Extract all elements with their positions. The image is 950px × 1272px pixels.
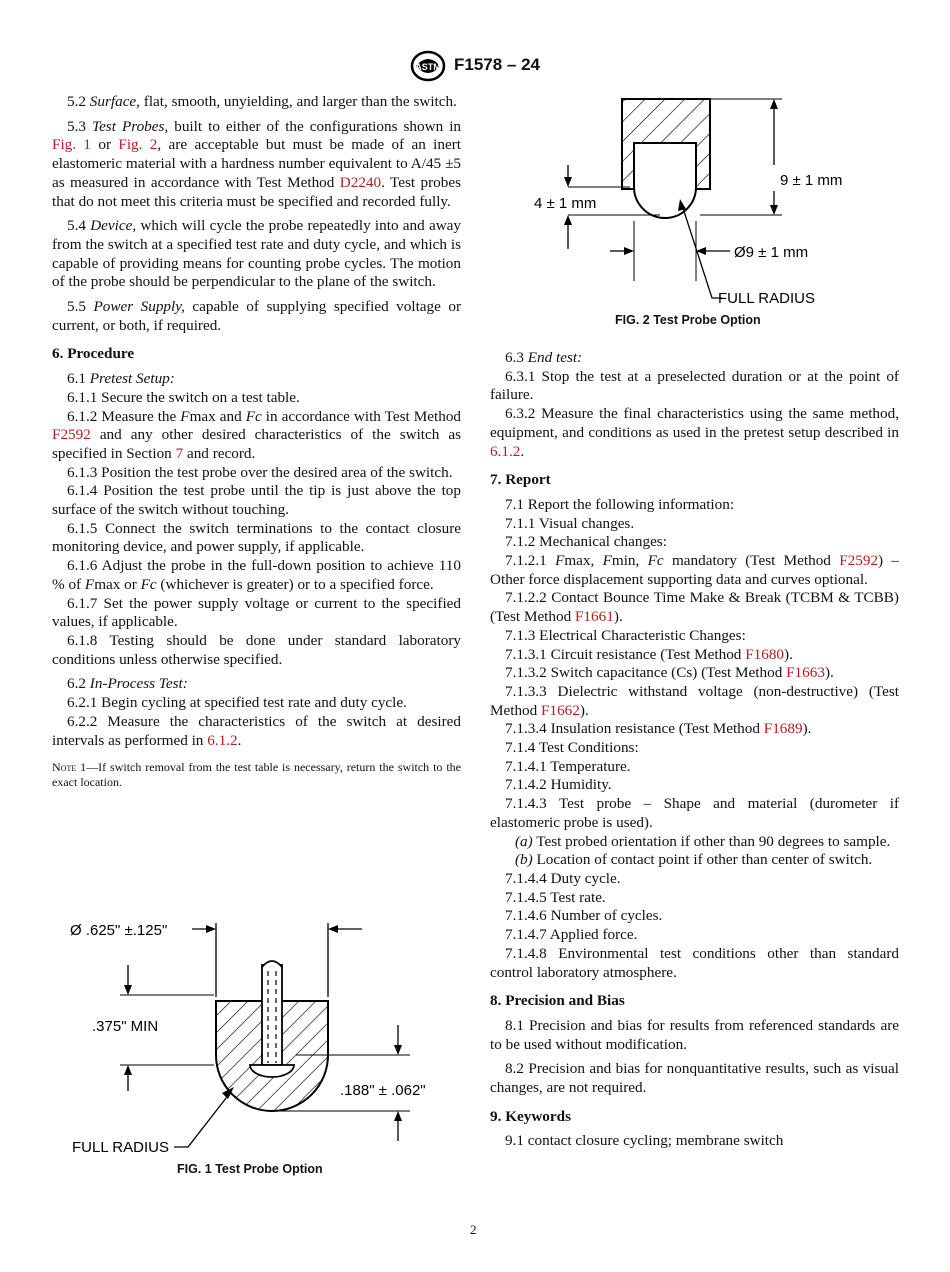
page-header	[0, 50, 950, 86]
para-8-1: 8.1 Precision and bias for results from referenced standards are to be used without modification.	[490, 1016, 899, 1053]
fig1-diameter-label: Ø .625" ±.125"	[70, 922, 168, 939]
para-6-1-5: 6.1.5 Connect the switch terminations to the contact closure monitoring device, and power supply, if applicable.	[52, 519, 461, 556]
section-6-heading: 6. Procedure	[52, 345, 135, 363]
link-6-1-2-right[interactable]: 6.1.2	[490, 442, 521, 460]
fig2-tip-label: 4 ± 1 mm	[534, 195, 597, 212]
para-7-1-4-6: 7.1.4.6 Number of cycles.	[505, 907, 663, 925]
para-8-2: 8.2 Precision and bias for nonquantitative results, such as visual changes, are not required.	[490, 1060, 899, 1097]
para-7-1-2-2: 7.1.2.2 Contact Bounce Time Make & Break (TCBM & TCBB) (Test Method F1661).	[490, 589, 899, 626]
link-f1663[interactable]: F1663	[786, 664, 825, 682]
svg-text:ASTM: ASTM	[415, 62, 441, 72]
para-6-1-2: 6.1.2 Measure the Fmax and Fc in accordance with Test Method F2592 and any other desired characteristics of the switch as specified in Section 7 and record.	[52, 407, 462, 462]
para-6-1-7: 6.1.7 Set the power supply voltage or current to the specified values, if applicable.	[52, 594, 461, 631]
link-f2592-right[interactable]: F2592	[839, 552, 879, 570]
para-6-1-8: 6.1.8 Testing should be done under standard laboratory conditions unless otherwise specified.	[52, 631, 461, 668]
para-5-5: 5.5 Power Supply, capable of supplying specified voltage or current, or both, if required.	[52, 298, 462, 334]
fig1-full-radius-label: FULL RADIUS	[72, 1139, 169, 1156]
para-7-1-1: 7.1.1 Visual changes.	[505, 514, 635, 532]
para-6-1-4: 6.1.4 Position the test probe until the tip is just above the top surface of the switch without touching.	[52, 482, 461, 519]
link-f1680[interactable]: F1680	[745, 645, 785, 663]
para-6-3: 6.3 End test:	[505, 349, 583, 366]
standard-designation: F1578 – 24	[454, 55, 541, 74]
para-6-1-1: 6.1.1 Secure the switch on a test table.	[67, 388, 300, 406]
para-6-3-1: 6.3.1 Stop the test at a preselected duration or at the point of failure.	[490, 367, 899, 404]
para-7-1-2: 7.1.2 Mechanical changes:	[505, 533, 667, 551]
para-7-1-3-1: 7.1.3.1 Circuit resistance (Test Method F1680).	[505, 645, 793, 663]
figure-1-probe-drawing	[62, 915, 462, 1160]
para-9-1: 9.1 contact closure cycling; membrane switch	[505, 1132, 784, 1150]
link-f1662[interactable]: F1662	[541, 701, 580, 719]
link-f1661[interactable]: F1661	[574, 608, 614, 626]
figure-2-probe-drawing	[530, 95, 860, 310]
para-6-2-1: 6.2.1 Begin cycling at specified test rate and duty cycle.	[67, 694, 407, 712]
link-section-7[interactable]: 7	[175, 444, 184, 462]
fig2-diameter-label: Ø9 ± 1 mm	[734, 244, 809, 261]
astm-logo-icon	[410, 50, 446, 82]
figure-2-caption: FIG. 2 Test Probe Option	[615, 313, 761, 327]
right-column	[490, 349, 899, 1151]
para-6-1-6: 6.1.6 Adjust the probe in the full-down position to achieve 110 % of Fmax or Fc (whichever is greater) or to a specified force.	[52, 557, 461, 593]
note-1: Note 1—If switch removal from the test table is necessary, return the switch to the exact location.	[52, 760, 461, 790]
para-7-1-4-8: 7.1.4.8 Environmental test conditions other than standard control laboratory atmosphere.	[490, 944, 899, 981]
para-7-1-3-4: 7.1.3.4 Insulation resistance (Test Method F1689).	[505, 720, 812, 738]
fig2-full-radius-label: FULL RADIUS	[718, 290, 815, 307]
link-fig-2[interactable]: Fig. 2	[118, 136, 158, 154]
para-b: (b) Location of contact point if other than center of switch.	[515, 851, 873, 869]
para-7-1-3-3: 7.1.3.3 Dielectric withstand voltage (non-destructive) (Test Method F1662).	[490, 682, 899, 719]
figure-1-caption: FIG. 1 Test Probe Option	[177, 1162, 323, 1176]
para-7-1: 7.1 Report the following information:	[505, 495, 735, 513]
para-6-1-3: 6.1.3 Position the test probe over the desired area of the switch.	[67, 463, 453, 481]
page-number: 2	[470, 1222, 477, 1237]
link-d2240[interactable]: D2240	[339, 173, 382, 191]
para-5-2: 5.2 Surface, flat, smooth, unyielding, and larger than the switch.	[67, 93, 457, 110]
para-5-4: 5.4 Device, which will cycle the probe repeatedly into and away from the switch at a specified test rate and duty cycle, and which is capable of providing means for counting probe cycles. The motion of the probe should be perpendicular to the plane of the switch.	[52, 217, 461, 291]
para-5-3: 5.3 Test Probes, built to either of the configurations shown in Fig. 1 or Fig. 2, are acceptable but must be made of an inert elastomeric material with a hardness number equivalent to A/45 ±5 as measured in accordance with Test Method D2240. Test probes that do not meet this criteria must be specified and recorded fully.	[52, 117, 462, 210]
para-7-1-3-2: 7.1.3.2 Switch capacitance (Cs) (Test Method F1663).	[505, 664, 834, 682]
para-7-1-4-5: 7.1.4.5 Test rate.	[505, 888, 606, 906]
para-6-2-2: 6.2.2 Measure the characteristics of the switch at desired intervals as performed in 6.1.2.	[52, 712, 461, 749]
fig2-height-label: 9 ± 1 mm	[780, 172, 843, 189]
link-6-1-2[interactable]: 6.1.2	[207, 731, 238, 749]
para-7-1-4-4: 7.1.4.4 Duty cycle.	[505, 869, 621, 887]
para-6-2: 6.2 In-Process Test:	[67, 675, 188, 693]
section-9-heading: 9. Keywords	[490, 1107, 571, 1125]
para-6-1: 6.1 Pretest Setup:	[67, 370, 175, 388]
link-f1689[interactable]: F1689	[763, 720, 803, 738]
para-7-1-4-7: 7.1.4.7 Applied force.	[505, 926, 638, 944]
link-fig-1[interactable]: Fig. 1	[52, 136, 92, 154]
section-7-heading: 7. Report	[490, 471, 551, 489]
para-7-1-4-1: 7.1.4.1 Temperature.	[505, 757, 631, 775]
para-7-1-4-3: 7.1.4.3 Test probe – Shape and material (durometer if elastomeric probe is used).	[490, 795, 899, 831]
para-a: (a) Test probed orientation if other than 90 degrees to sample.	[515, 832, 891, 850]
para-7-1-4-2: 7.1.4.2 Humidity.	[505, 776, 612, 794]
para-7-1-4: 7.1.4 Test Conditions:	[505, 739, 639, 757]
left-column	[52, 93, 461, 790]
para-7-1-2-1: 7.1.2.1 Fmax, Fmin, Fc mandatory (Test Method F2592) – Other force displacement supporting data and curves optional.	[490, 552, 900, 588]
section-8-heading: 8. Precision and Bias	[490, 992, 625, 1010]
para-7-1-3: 7.1.3 Electrical Characteristic Changes:	[505, 626, 746, 644]
para-6-3-2: 6.3.2 Measure the final characteristics using the same method, equipment, and conditions as used in the pretest setup described in 6.1.2.	[490, 405, 899, 460]
fig1-min-label: .375" MIN	[92, 1018, 159, 1035]
link-f2592[interactable]: F2592	[52, 426, 91, 444]
fig1-radius-label: .188" ± .062"	[340, 1082, 426, 1099]
